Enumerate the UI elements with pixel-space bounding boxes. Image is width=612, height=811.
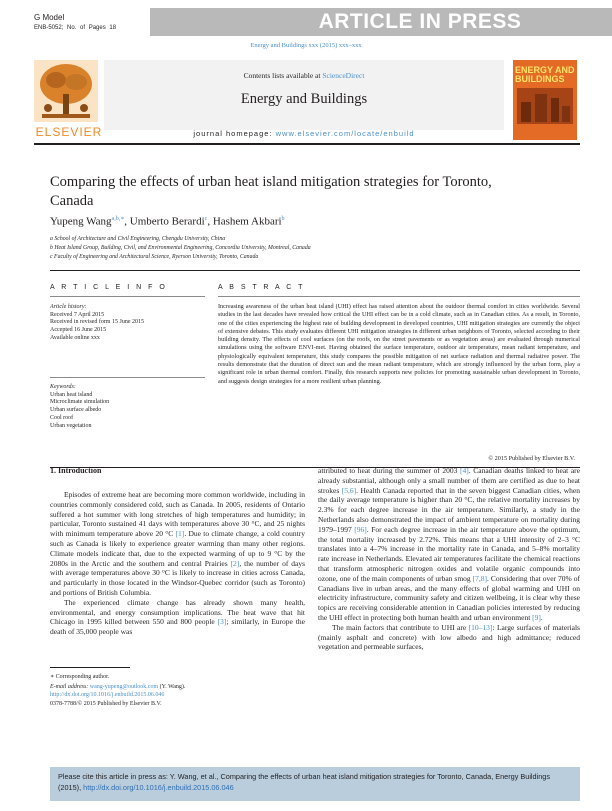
article-history: [50, 304, 210, 343]
keyword-item: Microclimate simulation: [50, 399, 110, 406]
keywords: [50, 384, 210, 430]
article-in-press-text: ARTICLE IN PRESS: [318, 10, 522, 33]
journal-cover-title: ENERGY AND BUILDINGS: [515, 65, 575, 84]
keyword-item: Cool roof: [50, 414, 74, 421]
copyright-line: © 2015 Published by Elsevier B.V.: [488, 455, 575, 462]
article-doi-link[interactable]: http://dx.doi.org/10.1016/j.enbuild.2015.06.046: [50, 692, 165, 698]
citation-link[interactable]: [2]: [230, 558, 240, 568]
footnote-rule: [50, 667, 130, 668]
sciencedirect-link[interactable]: ScienceDirect: [322, 71, 365, 80]
elsevier-tree-logo-icon: [34, 60, 98, 126]
body-text-run: . Due to climate change, a cold country such as Canada is likely to experience greater warming than many other regions. Climate models indicate that, due to the expected warming of up to 9 °C by the 2080s in the Arctic and the southern and central Prairies: [50, 529, 305, 568]
citation-link[interactable]: [10–13]: [468, 622, 493, 632]
abstract-heading: A B S T R A C T: [218, 284, 305, 291]
body-paragraph: [318, 623, 580, 652]
body-text-run: . Health Canada reported that in the seven biggest Canadian cities, when the daily average temperature is higher than 20 °C, the relative mortality increases by 2.3% for each degree increase in the air temperature. Similarly, a study in the Netherlands also demonstrated the impact of ambient temperature on mortality during 1979–1997: [318, 485, 580, 534]
body-paragraph: [50, 598, 305, 637]
body-text-run: The experienced climate change has already shown many health, environmental, and energy consumption implications. The heat wave that hit Chicago in 1995 killed between 550 and 800 people: [50, 597, 305, 627]
citation-text: [58, 771, 574, 793]
body-text-run: . Canadian deaths linked to heat are already substantial, although only a small number of them are certified as due to heat strokes: [318, 466, 580, 495]
keyword-item: Urban heat island: [50, 391, 93, 398]
citation-doi-link[interactable]: http://dx.doi.org/10.1016/j.enbuild.2015.06.046: [83, 783, 234, 792]
citation-link[interactable]: [4]: [460, 466, 469, 475]
journal-homepage-line: [104, 129, 504, 138]
abstract-rule: [218, 296, 580, 297]
body-text-run: . Considering that over 70% of Canadians live in urban areas, and the many effects of global warming and UHI on electricity infrastructure, community safety and citizen wellbeing, it is clear why these topics are receiving considerable attention in Canadian policies interested by reducing the UHI effect in protecting both human health and urban environment: [318, 573, 581, 622]
citation-link[interactable]: [9]: [532, 612, 541, 622]
history-label: Article history:: [50, 304, 87, 310]
contents-prefix: Contents lists available at: [243, 71, 323, 80]
affiliation-rule: [50, 270, 580, 271]
history-item: Available online xxx: [50, 334, 100, 341]
affiliation-item: a School of Architecture and Civil Engineering, Chengdu University, China: [50, 236, 226, 242]
author-name[interactable]: Yupeng Wang: [50, 215, 112, 228]
abstract-text: Increasing awareness of the urban heat island (UHI) effect has raised attention about the outdoor thermal comfort in cities worldwide. Several studies in the last decades have revealed how critical the UHI effect can be in a cold climate, such as in Canadian cities. As a result, in Toronto, one of the cities experiencing the highest rate of building development in developed countries, UHI mitigation strategies are currently the object of extensive debates. This study evaluates different UHI mitigation strategies in different urban neighbors of Toronto, selected according to their building density. The effects of cool surfaces (on the roofs, on the street pavements or as vegetation areas) are evaluated through numerical simulations using the software ENVI-met. Having obtained the surface temperature, outdoor air temperature, mean radiant temperature, and physiologically equivalent temperature, this study compares the possible mitigation of net surface radiation and thermal radiative power. The results demonstrate that the duration of direct sun and the mean radiant temperature, which are strongly influenced by the urban form, play a significant role in urban thermal comfort. Finally, this research supports new policies for promoting sustainable urban development in Toronto, and suggests design strategies for a more resilient urban planning.: [218, 303, 580, 385]
body-text-run: The main factors that contribute to UHI are: [332, 622, 469, 632]
body-paragraph: [50, 490, 305, 598]
body-paragraph: [318, 466, 580, 623]
journal-name: Energy and Buildings: [240, 91, 368, 107]
article-info-rule: [50, 296, 205, 297]
email-line: [50, 682, 310, 692]
elsevier-wordmark: ELSEVIER: [35, 125, 103, 139]
homepage-prefix: journal homepage:: [193, 129, 276, 138]
author-affiliation-marker[interactable]: c: [204, 216, 208, 222]
corresponding-author-note: ∗ Corresponding author.: [50, 674, 110, 680]
affiliation-item: b Heat Island Group, Building, Civil, and Environmental Engineering, Concordia University, Montreal, Canada: [50, 245, 311, 251]
citation-body: Please cite this article in press as: Y. Wang, et al., Comparing the effects of urban heat island mitigation strategies for Toronto, Canada, Energy Buildings (2015),: [58, 772, 551, 792]
author-list: Yupeng Wang$^{a,b,∗}$, Umberto Berardi$^c$, Hashem Akbari$^b$: [50, 215, 285, 228]
author-affiliation-marker[interactable]: b: [281, 216, 285, 222]
contents-line: [104, 71, 504, 80]
g-model-label: G Model: [34, 13, 65, 22]
affiliation-item: c Faculty of Engineering and Architectural Science, Ryerson University, Toronto, Canada: [50, 254, 259, 260]
body-column-left: [50, 490, 305, 637]
email-suffix: (Y. Wang).: [158, 684, 186, 690]
article-info-heading: A R T I C L E I N F O: [50, 284, 168, 291]
keyword-item: Urban vegetation: [50, 422, 92, 429]
manuscript-ref: ENB-5052; No. of Pages 18: [34, 25, 117, 31]
history-item: Accepted 16 June 2015: [50, 327, 107, 334]
citation-link[interactable]: [3]: [217, 617, 227, 627]
section-heading-introduction: 1. Introduction: [50, 466, 102, 475]
keyword-item: Urban surface albedo: [50, 407, 102, 414]
citation-link[interactable]: [1]: [175, 529, 185, 539]
issn-line: 0378-7788/© 2015 Published by Elsevier B.V.: [50, 701, 162, 707]
history-item: Received in revised form 15 June 2015: [50, 319, 144, 326]
author-affiliation-marker[interactable]: a,b,∗: [111, 216, 125, 222]
citation-link[interactable]: [96]: [354, 524, 367, 534]
body-text-run: Episodes of extreme heat are becoming more common worldwide, including in countries commonly considered cold, such as Canada. In 2005, residents of Ontario suffered a hot summer with long stretches of high temperatures and humidity; in particular, Toronto sustained 41 days with temperatures above 30 °C, and 25 nights with minimum temperature above 20 °C: [50, 490, 305, 539]
email-label: E-mail address:: [50, 684, 90, 690]
citation-link[interactable]: [5,6]: [341, 485, 357, 495]
history-item: Received 7 April 2015: [50, 311, 105, 318]
body-text-run: : Large surfaces of materials (mainly asphalt and concrete) with low albedo and high admittance; reduced vegetation and permeable surfaces,: [318, 622, 580, 652]
keywords-rule: [50, 377, 205, 378]
journal-issue-line[interactable]: Energy and Buildings xxx (2015) xxx–xxx: [250, 42, 362, 49]
masthead-rule: [34, 143, 580, 145]
body-text-run: attributed to heat during the summer of 2003: [318, 466, 461, 475]
journal-homepage-link[interactable]: www.elsevier.com/locate/enbuild: [275, 129, 415, 138]
affiliations: [50, 235, 570, 262]
article-title: Comparing the effects of urban heat island mitigation strategies for Toronto, Canada: [50, 174, 492, 209]
body-column-right: [318, 466, 580, 652]
keywords-label: Keywords:: [50, 384, 76, 390]
body-text-run: . For each degree increase in the air temperature above the optimum, the total mortality increased by 2.72%. This means that a UHI intensity of 2–3 °C translates into a 4–7% increase in the mortality rate in Canada, and 5–8% mortality rate increase in Netherlands. Elevated air temperatures facilitate the chemical reactions that transform atmospheric nitrogen oxides and volatile organic compounds into ozone, one of the main components of urban smog: [318, 524, 580, 583]
citation-link[interactable]: [7,8]: [472, 573, 488, 583]
body-text-run: ; similarly, in Europe the death of 35,000 people was: [50, 617, 305, 637]
footnote: [50, 672, 310, 692]
body-text-run: .: [540, 612, 543, 622]
email-link[interactable]: wang-yupeng@outlook.com: [89, 684, 159, 690]
author-name[interactable]: Hashem Akbari: [212, 215, 282, 228]
cover-artwork-icon: [517, 88, 573, 124]
body-text-run: , the number of days with average temperatures above 30 °C is likely to increase in cities across Canada, and particularly in those located in the Windsor-Quebec corridor (such as Toronto) and portions of British Columbia.: [50, 558, 305, 597]
author-name[interactable]: Umberto Berardi: [129, 215, 205, 228]
